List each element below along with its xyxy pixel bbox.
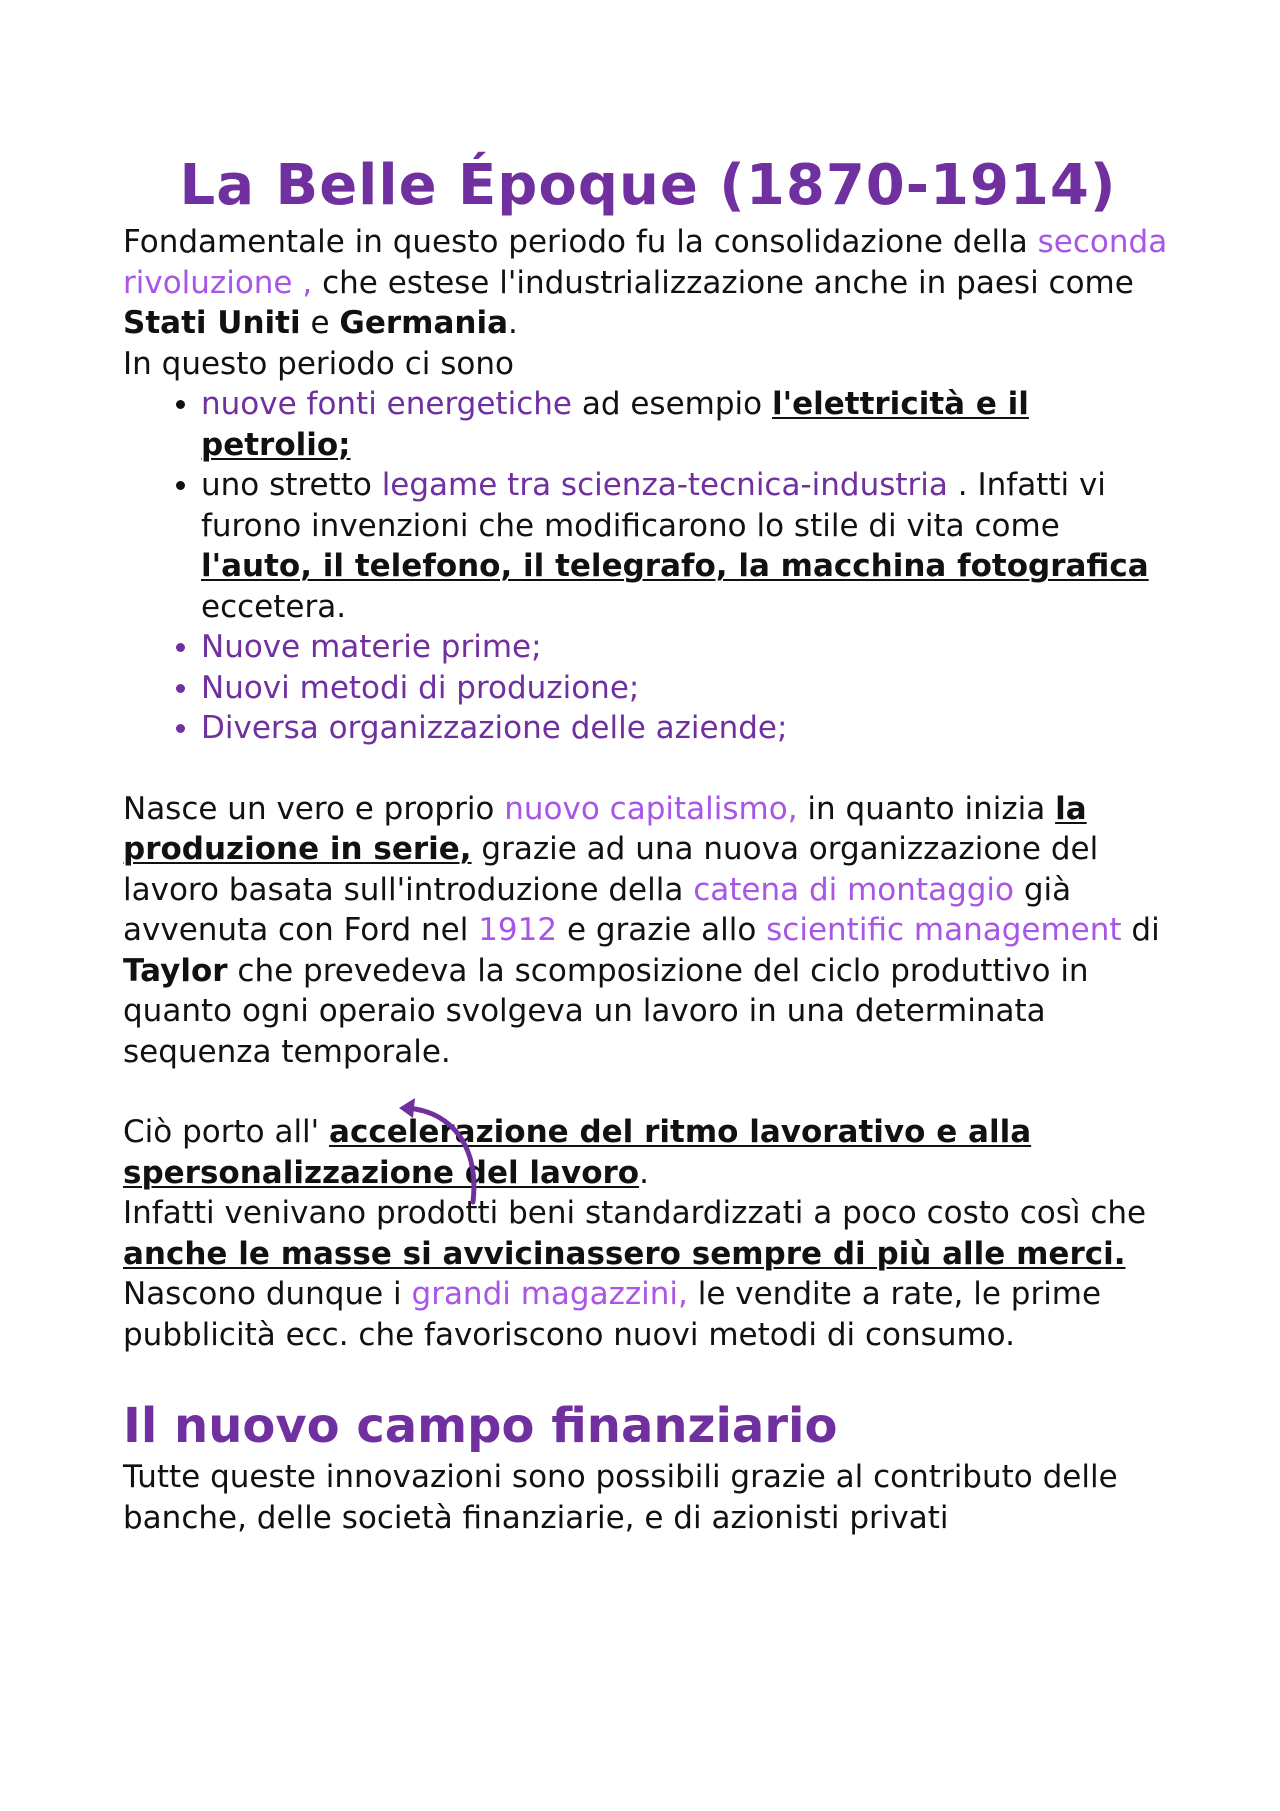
page-title: La Belle Époque (1870-1914) [179,153,1117,218]
bold-germania: Germania [339,305,508,341]
list-item [201,465,1173,627]
text-run: ad esempio [571,386,772,422]
text-run: . Infatti vi furono invenzioni che modificarono lo stile di vita come [201,467,1106,544]
list-item [201,384,1173,465]
text-run: che prevedeva la scomposizione del ciclo produttivo in quanto ogni operaio svolgeva un lavoro in una determinata sequenza temporale. [123,952,1089,1070]
text-run: già avvenuta con Ford nel [123,871,1072,948]
highlight-legame: legame tra scienza-tecnica-industria [381,467,948,503]
section-heading: Il nuovo campo finanziario [123,1398,838,1454]
consequences-paragraph [123,1112,1173,1355]
underlined-elettricita: l'elettricità e il petrolio; [201,386,1029,463]
text-run: Infatti venivano prodotti beni standardizzati a poco costo così che [123,1195,1147,1231]
underlined-accelerazione: accelerazione del ritmo lavorativo e alla spersonalizzazione del lavoro [123,1114,1032,1191]
bold-stati-uniti: Stati Uniti [123,305,301,341]
finance-paragraph: Tutte queste innovazioni sono possibili grazie al contributo delle banche, delle società finanziarie, e di azionisti privati [123,1459,1118,1536]
highlight-1912: 1912 [478,912,558,948]
highlight-nuovo-capitalismo: nuovo capitalismo, [504,790,798,827]
text-run: in quanto inizia [797,790,1056,827]
text-run: che estese l'industrializzazione anche in paesi come [312,264,1134,301]
list-item: • Nuovi metodi di produzione; [201,668,1173,709]
text-run: In questo periodo ci sono [123,345,514,382]
underlined-invenzioni: l'auto, il telefono, il telegrafo, la macchina fotografica [201,548,1149,584]
text-run: . [639,1154,649,1191]
text-run: di [1121,912,1160,948]
text-run: Nasce un vero e proprio [123,790,505,827]
underlined-masse: anche le masse si avvicinassero sempre di più alle merci. [123,1235,1126,1272]
bold-taylor: Taylor [123,952,228,989]
highlight-scientific-management: scientific management [766,912,1122,948]
curved-arrow-icon [395,1090,495,1210]
document-page [123,150,1173,1538]
underlined-produzione-serie: la produzione in serie, [123,790,1087,867]
text-run: Fondamentale in questo periodo fu la consolidazione della [123,224,1038,260]
text-run: grazie ad una nuova organizzazione del lavoro basata sull'introduzione della [123,831,1099,908]
capitalism-paragraph [123,789,1173,1073]
text-run: e grazie allo [557,912,767,948]
highlight-catena-montaggio: catena di montaggio [693,871,1015,908]
text-run: uno stretto [201,467,382,503]
list-item: • Nuove materie prime; [201,627,1173,668]
bullet-list [123,384,1173,749]
highlight-fonti-energetiche: nuove fonti energetiche [201,386,572,422]
highlight-seconda-rivoluzione: seconda rivoluzione , [123,224,1168,301]
text-run: Nascono dunque i [123,1276,412,1312]
text-run: Ciò porto all' [123,1114,330,1150]
text-run: eccetera. [201,588,347,625]
text-run: e [300,305,340,341]
highlight-grandi-magazzini: grandi magazzini, [411,1276,688,1312]
intro-paragraph [123,222,1173,384]
list-item: • Diversa organizzazione delle aziende; [201,708,1173,749]
text-run: . [508,305,518,341]
text-run: le vendite a rate, le prime pubblicità ecc. che favoriscono nuovi metodi di consumo. [123,1276,1102,1353]
